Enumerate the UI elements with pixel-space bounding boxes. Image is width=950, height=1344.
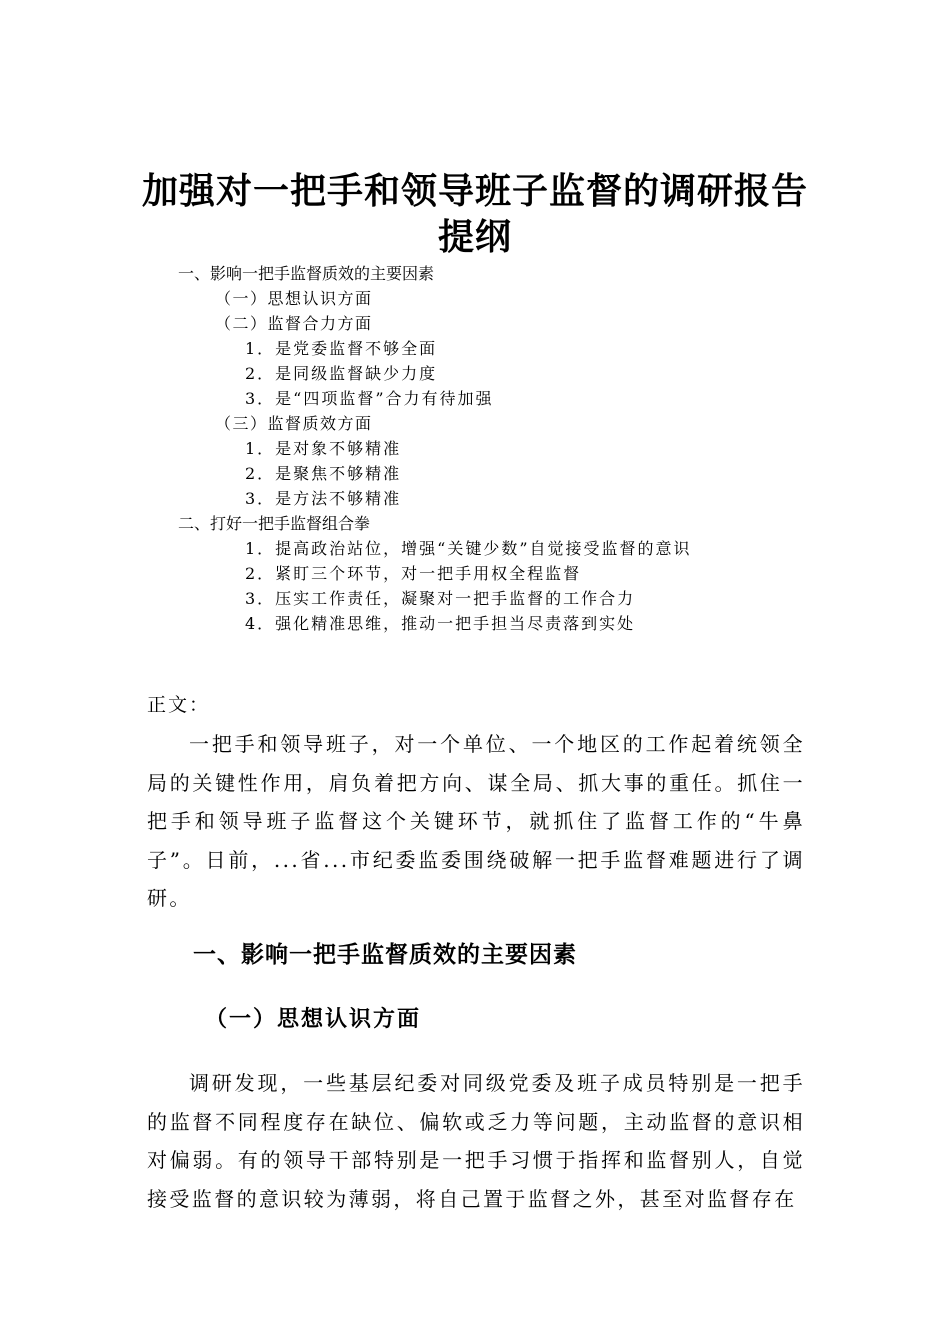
outline-item: （一）思想认识方面	[215, 289, 373, 308]
section-heading: 一、影响一把手监督质效的主要因素	[193, 942, 577, 968]
body-label: 正文：	[147, 694, 211, 716]
subsection-heading: （一）思想认识方面	[205, 1006, 422, 1032]
outline-item: （二）监督合力方面	[215, 314, 373, 333]
outline-item: 2．紧盯三个环节，对一把手用权全程监督	[245, 564, 582, 583]
outline-item: 4．强化精准思维，推动一把手担当尽责落到实处	[245, 614, 636, 633]
outline-item: （三）监督质效方面	[215, 414, 373, 433]
outline-item: 1．提高政治站位，增强“关键少数”自觉接受监督的意识	[245, 539, 692, 558]
outline-item: 3．是“四项监督”合力有待加强	[245, 389, 494, 408]
outline-item: 一、影响一把手监督质效的主要因素	[178, 264, 435, 283]
outline-item: 2．是聚焦不够精准	[245, 464, 402, 483]
document-title-line2: 提纲	[437, 217, 512, 258]
outline-item: 2．是同级监督缺少力度	[245, 364, 438, 383]
document-title-line1: 加强对一把手和领导班子监督的调研报告	[141, 171, 808, 212]
outline-item: 1．是对象不够精准	[245, 439, 402, 458]
outline-item: 二、打好一把手监督组合拳	[178, 514, 371, 533]
outline-item: 3．压实工作责任，凝聚对一把手监督的工作合力	[245, 589, 636, 608]
body-paragraph: 一把手和领导班子，对一个单位、一个地区的工作起着统领全局的关键性作用，肩负着把方向、谋全局、抓大事的重任。抓住一把手和领导班子监督这个关键环节，就抓住了监督工作的“牛鼻子”。日前，...省...市纪委监委围绕破解一把手监督难题进行了调研。	[147, 732, 805, 910]
body-paragraph: 调研发现，一些基层纪委对同级党委及班子成员特别是一把手的监督不同程度存在缺位、偏软或乏力等问题，主动监督的意识相对偏弱。有的领导干部特别是一把手习惯于指挥和监督别人，自觉接受监督的意识较为薄弱，将自己置于监督之外，甚至对监督存在	[147, 1071, 805, 1211]
outline-item: 3．是方法不够精准	[245, 489, 402, 508]
outline-item: 1．是党委监督不够全面	[245, 339, 438, 358]
